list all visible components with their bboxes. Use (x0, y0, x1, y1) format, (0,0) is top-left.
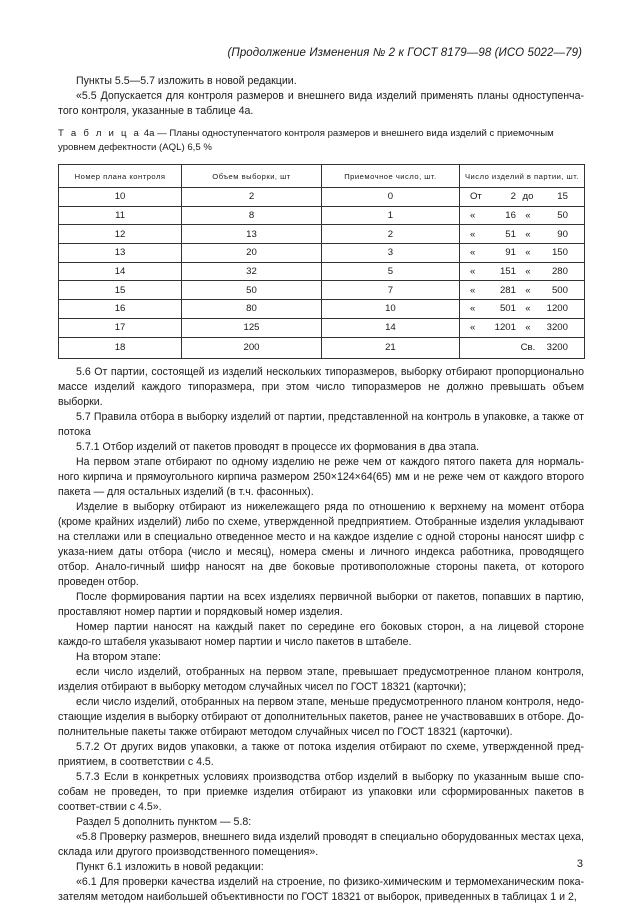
table-caption (58, 127, 584, 154)
lot-part: « (469, 266, 476, 278)
cell-accept: 2 (321, 225, 459, 244)
lot-part: « (469, 303, 476, 315)
cell-accept: 0 (321, 188, 459, 207)
cell-lot-size (459, 262, 584, 281)
cell-accept: 10 (321, 300, 459, 319)
lot-part: 90 (557, 228, 568, 240)
lot-part: 1200 (546, 303, 568, 315)
cell-sample: 20 (182, 244, 322, 263)
table-row (59, 262, 585, 281)
lot-part: « (469, 284, 476, 296)
cell-lot-size (459, 318, 584, 337)
body-paragraph: 5.7.2 От других видов упаковки, а также от потока изделия отбирают по схеме, утвержденной пред-приятием, в соответствии с 4.5. (58, 741, 584, 768)
cell-accept: 3 (321, 244, 459, 263)
cell-plan: 13 (59, 244, 182, 263)
intro-paragraph: Пункты 5.5—5.7 изложить в новой редакции. (76, 75, 297, 87)
body-paragraph: 5.7.1 Отбор изделий от пакетов проводят в процессе их формования в два этапа. (76, 441, 480, 453)
body-paragraph: 5.7.3 Если в конкретных условиях производства отбор изделий в выборку по указанным выше спо-собам не проведен, то при приемке изделия отбирают из упаковки или сформированных пакетов в соответ-ствии с 4.5». (58, 771, 584, 813)
cell-accept: 14 (321, 318, 459, 337)
cell-lot-size (459, 188, 584, 207)
body-paragraph: Изделие в выборку отбирают из нижележащего ряда по отношению к верхнему на момент отбора (кроме крайних изделий) либо по схеме, утвержденной предприятием. Отобранные изделия укладывают на стеллажи или в специально отведенное место и на каждое изделие с одной стороны наносят шифр с указа-нием даты отбора (число и месяц), номера смены и личного индекса работника, проводящего отбор. Анало-гичный шифр наносят на две боковые противоположные стороны пакета, от которого проведен отбор. (58, 501, 584, 588)
lot-part: 1201 (494, 322, 516, 334)
table-row (59, 188, 585, 207)
table-row (59, 281, 585, 300)
table-caption-lead: Т а б л и ц а (58, 128, 142, 139)
cell-plan: 10 (59, 188, 182, 207)
body-paragraph: Раздел 5 дополнить пунктом — 5.8: (76, 816, 252, 828)
cell-sample: 80 (182, 300, 322, 319)
cell-lot-size (459, 244, 584, 263)
body-text (58, 365, 584, 905)
lot-part: « (525, 266, 531, 278)
lot-part: « (525, 284, 531, 296)
table-row (59, 244, 585, 263)
lot-part: 151 (499, 266, 516, 278)
body-paragraph: если число изделий, отобранных на первом этапе, превышает предусмотренное планом контроля, изделия отбирают в выборку методом случайных чисел по ГОСТ 18321 (карточки); (58, 666, 584, 693)
lot-part: « (525, 247, 531, 259)
cell-plan: 16 (59, 300, 182, 319)
intro-paragraph: «5.5 Допускается для контроля размеров и внешнего вида изделий применять планы одноступенча-тoгo контроля, указанные в таблице 4а. (58, 90, 584, 117)
intro-block (58, 74, 584, 119)
lot-part: 51 (505, 228, 516, 240)
body-paragraph: «6.1 Для проверки качества изделий на строение, по физико-химическим и термомеханическим пока-зателям методом наибольшей объективности по ГОСТ 18321 от выборок, приведенных в таблицах 1 и 2, (58, 876, 584, 903)
cell-sample: 2 (182, 188, 322, 207)
cell-lot-size (459, 225, 584, 244)
cell-sample: 125 (182, 318, 322, 337)
cell-plan: 17 (59, 318, 182, 337)
body-paragraph: На втором этапе: (76, 651, 161, 663)
cell-accept: 7 (321, 281, 459, 300)
table-row (59, 300, 585, 319)
cell-lot-size (459, 300, 584, 319)
lot-part: 2 (510, 191, 516, 203)
body-paragraph: После формирования партии на всех изделиях первичной выборки от пакетов, попавших в партию, проставляют номер партии и порядковый номер изделия. (58, 591, 584, 618)
table-row (59, 225, 585, 244)
body-paragraph: если число изделий, отобранных на первом этапе, меньше предусмотренного планом контроля, недо-стающие изделия в выборку отбирают от дополнительных пакетов, ранее не участвовавших в отборе. До-полнительные пакеты также отбирают методом случайных чисел по ГОСТ 18321 (карточки). (58, 696, 584, 738)
table-row (59, 206, 585, 225)
lot-part: « (469, 322, 476, 334)
lot-part: 16 (505, 210, 516, 222)
lot-part: « (469, 228, 476, 240)
cell-plan: 11 (59, 206, 182, 225)
cell-accept: 1 (321, 206, 459, 225)
column-header-sample: Объем выборки, шт (182, 165, 322, 188)
lot-part (484, 342, 516, 353)
cell-sample: 200 (182, 337, 322, 358)
lot-part: « (525, 322, 531, 334)
lot-part: 15 (557, 191, 568, 203)
body-paragraph: 5.6 От партии, состоящей из изделий нескольких типоразмеров, выборку отбирают пропорционально массе изделий каждого типоразмера, при этом число типоразмеров не должно превышать объем выборки. (58, 366, 584, 408)
lot-part: 3200 (546, 342, 568, 353)
inspection-plan-table (58, 164, 585, 359)
table-caption-text: 4а — Планы одноступенчатого контроля размеров и внешнего вида изделий с приемочным уровнем дефектности (AQL) 6,5 % (58, 128, 554, 153)
lot-part: « (525, 228, 531, 240)
cell-sample: 50 (182, 281, 322, 300)
lot-part: 280 (551, 266, 568, 278)
lot-part: 50 (557, 210, 568, 222)
table-row (59, 337, 585, 358)
body-paragraph: «5.8 Проверку размеров, внешнего вида изделий проводят в специально оборудованных местах цеха, склада или другого производственного помещения». (58, 831, 584, 858)
lot-part: 91 (505, 247, 516, 259)
lot-part (470, 342, 484, 353)
lot-part: 3200 (546, 322, 568, 334)
lot-part: « (469, 247, 476, 259)
lot-part: 500 (551, 284, 568, 296)
body-paragraph: На первом этапе отбирают по одному изделию не реже чем от каждого пятого пакета для нормаль-ного кирпича и прямоугольного кирпича размером 250×124×64(65) мм и не реже чем от каждого второго пакета — для остальных изделий (в т.ч. фасонных). (58, 456, 584, 498)
column-header-plan: Номер плана контроля (59, 165, 182, 188)
column-header-lot: Число изделий в партии, шт. (459, 165, 584, 188)
cell-lot-size (459, 281, 584, 300)
lot-part: « (525, 303, 531, 315)
lot-part: 501 (499, 303, 516, 315)
lot-part: От (469, 191, 482, 203)
cell-sample: 13 (182, 225, 322, 244)
cell-accept: 21 (321, 337, 459, 358)
body-paragraph: Пункт 6.1 изложить в новой редакции: (76, 861, 264, 873)
cell-plan: 14 (59, 262, 182, 281)
lot-part: до (522, 191, 534, 203)
column-header-accept: Приемочное число, шт. (321, 165, 459, 188)
cell-lot-size (459, 337, 584, 358)
cell-lot-size (459, 206, 584, 225)
lot-part: Св. (520, 342, 536, 353)
lot-part: « (525, 210, 531, 222)
cell-plan: 18 (59, 337, 182, 358)
table-header-row (59, 165, 585, 188)
cell-sample: 8 (182, 206, 322, 225)
lot-part: 281 (499, 284, 516, 296)
page-number: 3 (576, 858, 583, 870)
cell-accept: 5 (321, 262, 459, 281)
cell-plan: 12 (59, 225, 182, 244)
cell-plan: 15 (59, 281, 182, 300)
body-paragraph: Номер партии наносят на каждый пакет по середине его боковых сторон, а на лицевой стороне каждо-го штабеля указывают номер партии и число пакетов в штабеле. (58, 621, 584, 648)
cell-sample: 32 (182, 262, 322, 281)
page-header: (Продолжение Изменения № 2 к ГОСТ 8179—98 (ИСО 5022—79) (227, 47, 582, 59)
table-row (59, 318, 585, 337)
lot-part: « (469, 210, 476, 222)
body-paragraph: 5.7 Правила отбора в выборку изделий от партии, представленной на контроль в упаковке, а также от потока (58, 411, 584, 438)
lot-part: 150 (551, 247, 568, 259)
